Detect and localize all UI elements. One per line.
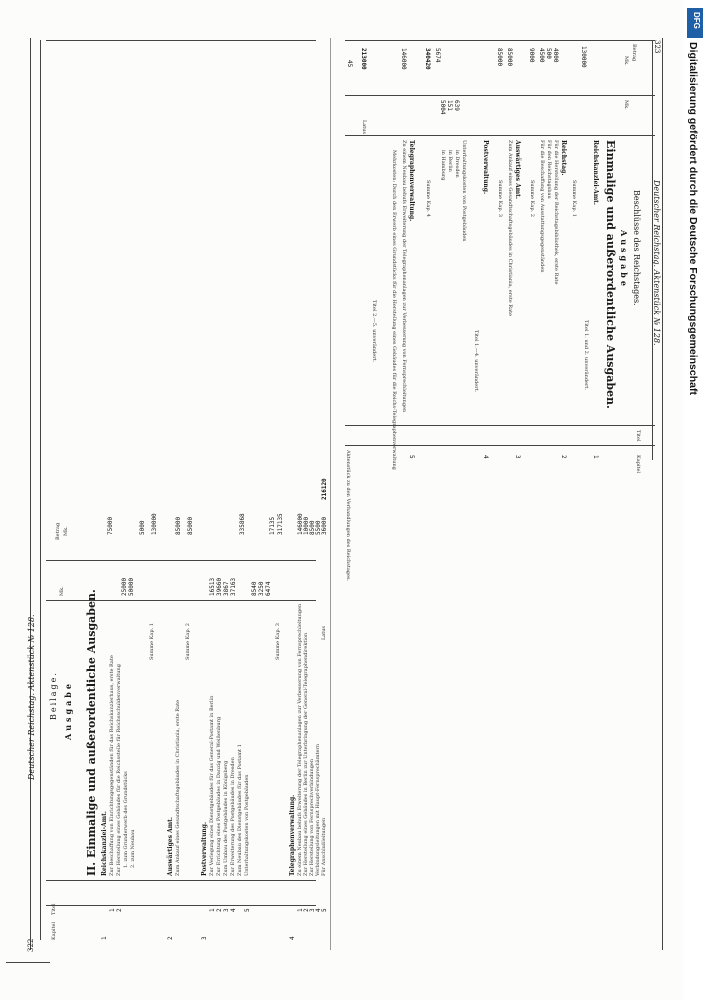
left-header-ausgabe: Ausgabe bbox=[63, 681, 73, 740]
left-page-number: 322 bbox=[27, 938, 35, 952]
left-block4-line1: Zu einem Neubau behufs Erweiterung der Telegraphenanlagen zur Verbesserung von Fernsprechleitungen bbox=[297, 603, 303, 876]
left-block1-amount1: 75000 bbox=[107, 516, 114, 535]
right-footnote: Aktenstück zu den Verhandlungen des Reichstages. bbox=[345, 450, 351, 582]
left-rownum-8: 3 bbox=[223, 908, 230, 912]
left-block4-title: Telegraphenverwaltung. bbox=[289, 794, 296, 876]
left-block3-line3: Zum Umbau des Postgebäudes in Königsberg bbox=[223, 760, 229, 876]
left-rownum-13: 2 bbox=[303, 908, 310, 912]
right-block1-amount1: 130000 bbox=[580, 46, 587, 68]
left-block3-line1: Zur Verlegung eines Dienstgebäudes für das General-Postamt in Berlin bbox=[209, 695, 215, 876]
left-block5-amount2: 8500 bbox=[309, 520, 316, 535]
dfg-logo bbox=[687, 8, 703, 38]
left-rownum-3: 2 bbox=[116, 908, 123, 912]
right-top-rule bbox=[345, 40, 655, 41]
right-block4-line3: in Dresden bbox=[454, 150, 460, 178]
watermark-banner: Digitalisierung gefördert durch die Deutsche Forschungsgemeinschaft bbox=[687, 42, 699, 395]
right-rownum-2: 2 bbox=[560, 455, 567, 459]
right-block4-amount1: 639 bbox=[453, 100, 460, 111]
right-block3-sum: Summe Kap. 3 bbox=[497, 180, 503, 217]
right-block5-line1: Zu einem Neubau behufs Erweiterung der Telegraphenanlagen zur Verbesserung von Fernsprechleitungen bbox=[401, 140, 407, 413]
left-block1-title: Reichskanzlei-Amt. bbox=[101, 810, 108, 876]
right-block2-line3: Für die Beschaffung von Ausstattungsgegenständen bbox=[539, 140, 545, 273]
right-rownum-3: 3 bbox=[514, 455, 521, 459]
right-header-betrag: Betrag bbox=[631, 44, 637, 62]
left-block3-amount10: 317135 bbox=[277, 513, 284, 535]
left-rownum-14: 3 bbox=[309, 908, 316, 912]
right-section-head: Beschlüsse des Reichstages. bbox=[632, 190, 641, 306]
right-block3-line1: Zum Ankauf eines Gesandtschaftsgebäudes in Christiania, erste Rate bbox=[507, 140, 513, 317]
left-header-mk: Mk. bbox=[59, 586, 65, 596]
left-kapitel-rule bbox=[46, 905, 316, 906]
right-block4-line4: in Berlin bbox=[447, 150, 453, 172]
left-block3-line4: Zur Erweiterung des Postgebäudes in Dresden bbox=[230, 757, 236, 876]
right-block4-sum: Summe Kap. 4 bbox=[425, 180, 431, 217]
right-block4-line1: Titel 1.—4. unverändert. bbox=[473, 330, 479, 393]
right-header-titel: Titel bbox=[635, 430, 641, 442]
left-rownum-12: 1 bbox=[297, 908, 304, 912]
right-block2-sum: Summe Kap. 2 bbox=[529, 180, 535, 217]
left-block3-line6: Unterhaltungskosten von Postgebäuden bbox=[244, 774, 250, 876]
right-rownum-5: 5 bbox=[408, 455, 415, 459]
left-block2-amount2: 85000 bbox=[187, 516, 194, 535]
left-running-head: Deutscher Reichstag. Aktenstück № 128. bbox=[27, 614, 36, 780]
left-block2-title: Auswärtiges Amt. bbox=[167, 816, 174, 876]
left-rownum-4: 2 bbox=[167, 936, 174, 940]
left-block1-line2: Zur Herstellung eines Gebäudes für die Reichsstelle für Reichsschuldenverwaltung bbox=[116, 664, 122, 876]
right-block2-amount4: 9000 bbox=[528, 48, 535, 63]
right-block4-amount4: 5674 bbox=[434, 48, 441, 63]
right-block3-amount2: 85000 bbox=[496, 48, 503, 67]
left-block1-amount5: 130000 bbox=[151, 513, 158, 535]
left-header-kapitel: Kapitel bbox=[51, 921, 57, 940]
right-block4-amount3: 5004 bbox=[439, 100, 446, 115]
right-rownum-1: 1 bbox=[592, 455, 599, 459]
right-header-mk: Mk. bbox=[623, 100, 629, 110]
left-block1-sum: Summe Kap. 1 bbox=[149, 623, 155, 660]
left-amount-rule bbox=[46, 560, 316, 561]
right-block1-title: Reichskanzlei-Amt. bbox=[592, 140, 599, 206]
left-block3-amount9: 17135 bbox=[269, 516, 276, 535]
right-block4-line5: in Hamburg bbox=[440, 150, 446, 181]
left-block5-line4: Für Anschlußleitungen bbox=[321, 817, 327, 876]
left-rownum-15: 4 bbox=[315, 908, 322, 912]
left-top-rule bbox=[46, 40, 316, 41]
right-block5-line3: Titel 2.—5. unverändert. bbox=[371, 300, 377, 363]
left-block2-line1: Zum Ankauf eines Gesandtschaftsgebäudes in Christiania, erste Rate bbox=[175, 699, 181, 876]
left-block2-sum: Summe Kap. 2 bbox=[185, 623, 191, 660]
left-block5-latus: Latus bbox=[321, 625, 327, 640]
right-running-head: Deutscher Reichstag. Aktenstück № 128. bbox=[652, 180, 661, 346]
right-rownum-4: 4 bbox=[482, 455, 489, 459]
left-block3-line2: Zur Errichtung eines Postgebäudes in Danzig und Weißenburg bbox=[216, 716, 222, 876]
left-block5-line1: Zur Herstellung eines Gebäudes in Berlin zur Unterbringung der General-Telegraphendirektion bbox=[303, 632, 309, 876]
center-fold-rule bbox=[330, 38, 331, 950]
left-block1-line1: Zur Beschaffung von Einrichtungsgegenständen für das Reichskanzlerhaus, erste Rate bbox=[109, 655, 115, 876]
left-rownum-5: 3 bbox=[201, 936, 208, 940]
right-footer-mark: 45 bbox=[346, 60, 353, 68]
left-block3-amount6: 8540 bbox=[251, 581, 258, 596]
left-rownum-2: 1 bbox=[109, 908, 116, 912]
right-header-mk2: Mk. bbox=[623, 56, 629, 66]
right-block2-line1: Für die Herstellung der Reichstagsbibliothek, erste Rate bbox=[553, 140, 559, 285]
left-block5-amount4: 36000 bbox=[321, 516, 328, 535]
left-block3-amount5: 335868 bbox=[239, 513, 246, 535]
left-block2-amount1: 85000 bbox=[175, 516, 182, 535]
right-block1-line1: Titel 1. und 2. unverändert. bbox=[583, 320, 589, 391]
left-rownum-9: 4 bbox=[230, 908, 237, 912]
right-section-title: Einmalige und außerordentliche Ausgaben. bbox=[604, 140, 617, 409]
left-block5-amount5: 216120 bbox=[321, 478, 328, 500]
right-block4-title: Postverwaltung. bbox=[482, 140, 489, 195]
dfg-logo-text: DFG bbox=[692, 12, 701, 29]
left-block1-line4: 2. zum Neubau bbox=[130, 829, 136, 868]
left-block3-amount7: 3250 bbox=[258, 581, 265, 596]
right-amount-rule bbox=[345, 95, 655, 96]
right-block2-amount1: 4000 bbox=[552, 48, 559, 63]
left-block5-amount1: 10000 bbox=[303, 516, 310, 535]
left-rownum-11: 4 bbox=[289, 936, 296, 940]
left-block5-amount3: 5500 bbox=[315, 520, 322, 535]
bottom-left-mark bbox=[6, 962, 50, 963]
left-rownum-7: 2 bbox=[216, 908, 223, 912]
left-titel-rule bbox=[46, 880, 316, 881]
right-block5-title: Telegraphenverwaltung. bbox=[408, 140, 415, 222]
left-section-title: II. Einmalige und außerordentliche Ausgaben. bbox=[85, 589, 98, 876]
left-block4-amount1: 146000 bbox=[297, 513, 304, 535]
right-block2-line2: Für den Reichstagsbau bbox=[546, 140, 552, 199]
right-page-number: 323 bbox=[653, 40, 661, 54]
right-block2-amount3: 4500 bbox=[538, 48, 545, 63]
right-block4-amount2: 151 bbox=[446, 100, 453, 111]
left-rownum-10: 5 bbox=[244, 908, 251, 912]
left-block3-sum: Summe Kap. 3 bbox=[275, 623, 281, 660]
left-block1-amount4: 5000 bbox=[139, 520, 146, 535]
left-block3-amount4: 37163 bbox=[230, 577, 237, 596]
left-block3-amount1: 16513 bbox=[209, 577, 216, 596]
left-rownum-1: 1 bbox=[101, 936, 108, 940]
left-block5-line2: Zur Herstellung von Fernsprechverbindungen bbox=[309, 758, 315, 876]
left-block1-amount2: 25000 bbox=[121, 577, 128, 596]
right-page-outer-rule bbox=[662, 38, 663, 950]
left-header-mk2: Mk. bbox=[63, 526, 69, 536]
left-block5-line3: Verbindungsleitungen mit Haupt-Fernsprechämtern bbox=[315, 743, 321, 876]
left-block1-amount3: 50000 bbox=[128, 577, 135, 596]
right-header-ausgabe: Ausgabe bbox=[619, 230, 629, 289]
right-amount-rule-2 bbox=[345, 135, 655, 136]
right-block3-title: Auswärtiges Amt. bbox=[514, 140, 521, 200]
right-block4-amount5: 340420 bbox=[424, 48, 431, 70]
right-block5-amount1: 146000 bbox=[400, 48, 407, 70]
right-block5-amount2: 213000 bbox=[360, 48, 367, 70]
left-section-head: Beilage. bbox=[49, 671, 58, 720]
right-block3-amount1: 85000 bbox=[506, 48, 513, 67]
left-block1-line3: 1. zum Grunderwerb des Grundstücks bbox=[123, 771, 129, 868]
left-block3-amount8: 6474 bbox=[265, 581, 272, 596]
left-header-titel: Titel bbox=[51, 903, 57, 915]
left-header-betrag: Betrag bbox=[55, 522, 61, 540]
left-col-rule-a bbox=[40, 40, 41, 940]
right-block2-amount2: 500 bbox=[545, 48, 552, 59]
left-block3-amount2: 39660 bbox=[216, 577, 223, 596]
left-rownum-6: 1 bbox=[209, 908, 216, 912]
left-block3-title: Postverwaltung. bbox=[201, 821, 208, 876]
right-block2-title: Reichstag. bbox=[560, 140, 567, 176]
left-block3-amount3: 3867 bbox=[223, 581, 230, 596]
left-page-outer-rule bbox=[30, 38, 31, 950]
right-block4-line2: Unterhaltungskosten von Postgebäuden bbox=[461, 140, 467, 242]
right-block5-line2: Mehrkosten: Durch den Erwerb eines Grundstücks für die Herstellung eines Gebäudes für die Reichs-Telegraphenverwaltung bbox=[391, 150, 397, 470]
right-header-kapitel: Kapitel bbox=[635, 455, 641, 474]
left-block3-line5: Zum Neubau des Dienstgebäudes für das Postamt 1 bbox=[237, 744, 243, 876]
left-rownum-16: 5 bbox=[321, 908, 328, 912]
right-block5-latus: Latus bbox=[361, 120, 367, 135]
right-block1-sum: Summe Kap. 1 bbox=[571, 180, 577, 217]
